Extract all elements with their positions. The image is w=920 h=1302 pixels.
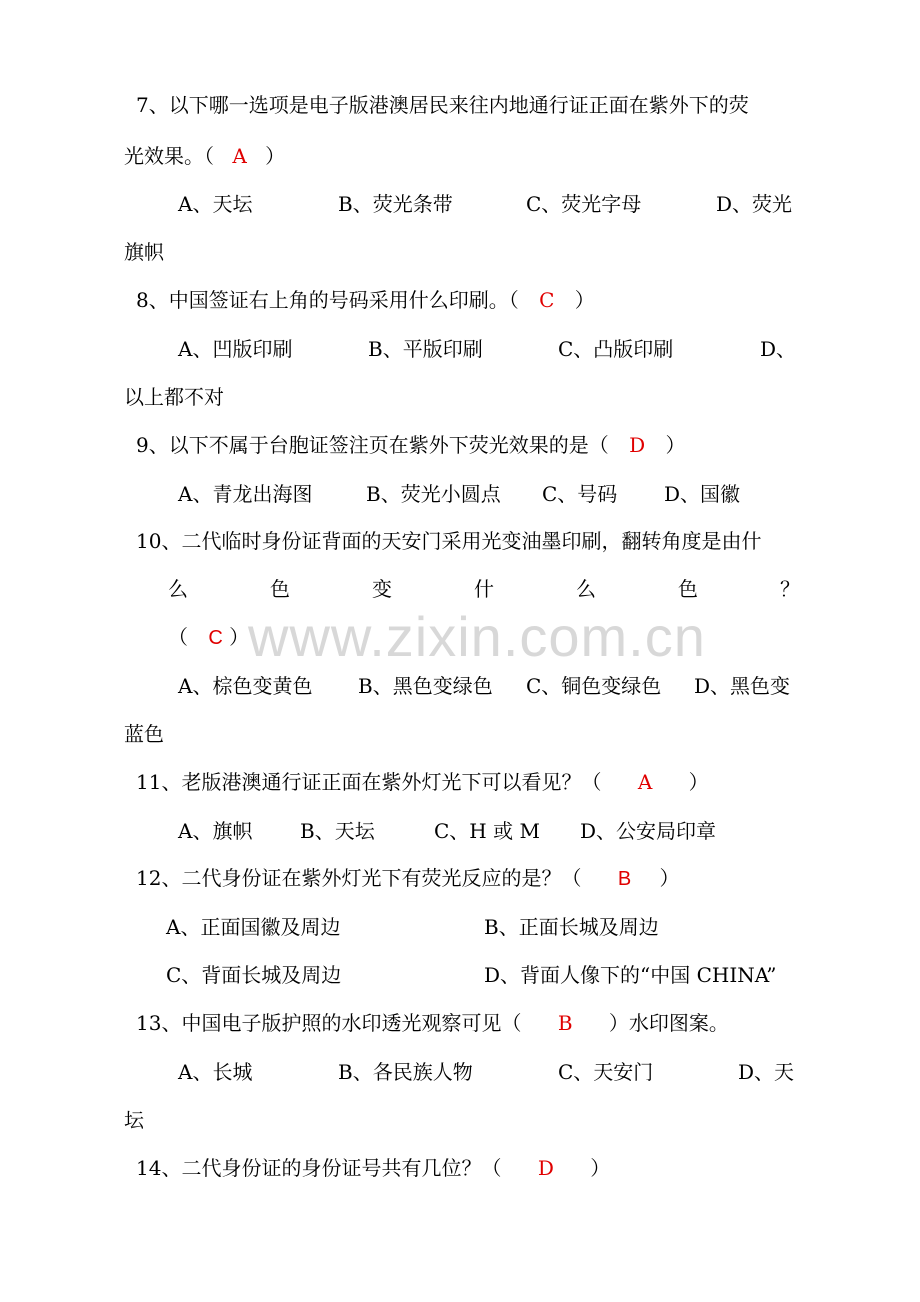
question-10-option-b: B、黑色变绿色 xyxy=(358,674,493,698)
question-9-option-d: D、国徽 xyxy=(664,482,741,506)
question-10-char-3: 变 xyxy=(372,577,392,601)
question-10-close: ） xyxy=(229,625,250,649)
question-12-option-c: C、背面长城及周边 xyxy=(166,963,342,987)
question-8-option-d-wrap: 以上都不对 xyxy=(124,385,224,409)
question-8-option-b: B、平版印刷 xyxy=(368,337,483,361)
question-10-answer: C xyxy=(208,627,223,649)
question-12-stem-line xyxy=(136,865,680,892)
question-10-option-c: C、铜色变绿色 xyxy=(526,674,662,698)
question-14-answer: D xyxy=(537,1156,554,1180)
question-8-stem: 8、中国签证右上角的号码采用什么印刷。（ xyxy=(136,288,519,312)
question-9-stem-line xyxy=(136,432,686,458)
question-9-stem: 9、以下不属于台胞证签注页在紫外下荧光效果的是（ xyxy=(136,433,609,457)
question-13-option-a: A、长城 xyxy=(178,1060,253,1084)
question-11-option-c: C、H 或 M xyxy=(434,819,540,843)
question-11-stem-line xyxy=(136,769,709,795)
question-13-option-d: D、天 xyxy=(738,1060,795,1084)
question-10-stem: 10、二代临时身份证背面的天安门采用光变油墨印刷，翻转角度是由什 xyxy=(136,529,762,553)
question-11-stem: 11、老版港澳通行证正面在紫外灯光下可以看见？（ xyxy=(136,770,602,794)
question-12-option-a: A、正面国徽及周边 xyxy=(166,915,341,939)
question-10-char-7: ？ xyxy=(780,577,800,601)
question-7-option-d-wrap: 旗帜 xyxy=(124,240,164,264)
question-10-char-6: 色 xyxy=(678,577,698,601)
question-10-char-1: 么 xyxy=(168,577,188,601)
question-8-close: ） xyxy=(574,288,595,312)
question-7-option-a: A、天坛 xyxy=(178,192,253,216)
question-13-answer: B xyxy=(557,1011,573,1035)
question-10-option-d: D、黑色变 xyxy=(694,674,791,698)
question-7-answer: A xyxy=(232,144,247,168)
question-13-option-c: C、天安门 xyxy=(558,1060,654,1084)
question-10-option-a: A、棕色变黄色 xyxy=(178,674,313,698)
question-14-close: ） xyxy=(590,1156,611,1180)
question-13-stem: 13、中国电子版护照的水印透光观察可见（ xyxy=(136,1011,522,1035)
question-10-char-2: 色 xyxy=(270,577,290,601)
question-13-option-b: B、各民族人物 xyxy=(338,1060,473,1084)
question-11-option-b: B、天坛 xyxy=(300,819,375,843)
question-7-option-d: D、荧光 xyxy=(716,192,793,216)
question-12-stem: 12、二代身份证在紫外灯光下有荧光反应的是？（ xyxy=(136,866,582,890)
question-13-option-d-wrap: 坛 xyxy=(124,1108,144,1132)
question-12-option-d: D、背面人像下的“中国 CHINA” xyxy=(484,963,777,987)
question-7-stem: 7、以下哪一选项是电子版港澳居民来往内地通行证正面在紫外下的荧 xyxy=(136,93,749,117)
question-10-char-4: 什 xyxy=(474,577,494,601)
question-7-option-b: B、荧光条带 xyxy=(338,192,453,216)
question-14-stem: 14、二代身份证的身份证号共有几位？（ xyxy=(136,1156,502,1180)
question-14-stem-line xyxy=(136,1155,610,1181)
question-11-answer: A xyxy=(637,770,653,794)
question-9-option-a: A、青龙出海图 xyxy=(178,482,313,506)
question-12-option-b: B、正面长城及周边 xyxy=(484,915,659,939)
question-10-char-5: 么 xyxy=(576,577,596,601)
question-8-option-c: C、凸版印刷 xyxy=(558,337,674,361)
question-7-cont: 光效果。（ xyxy=(124,144,214,168)
question-13-stem-line xyxy=(136,1010,729,1036)
question-7-option-c: C、荧光字母 xyxy=(526,192,642,216)
question-11-option-a: A、旗帜 xyxy=(178,819,253,843)
question-10-stem-spread xyxy=(168,576,800,602)
question-10-answer-line xyxy=(168,624,249,651)
question-11-option-d: D、公安局印章 xyxy=(580,819,717,843)
question-8-answer: C xyxy=(539,288,555,312)
question-10-option-d-wrap: 蓝色 xyxy=(124,722,164,746)
question-8-option-a: A、凹版印刷 xyxy=(178,337,293,361)
question-7-close: ） xyxy=(265,144,286,168)
question-12-answer: B xyxy=(617,868,632,890)
question-9-option-c: C、号码 xyxy=(542,482,618,506)
question-9-answer: D xyxy=(629,433,646,457)
question-11-close: ） xyxy=(688,770,709,794)
watermark: www.zixin.com.cn xyxy=(248,605,706,668)
question-8-option-d: D、 xyxy=(760,337,797,361)
question-9-close: ） xyxy=(665,433,686,457)
question-13-close: ）水印图案。 xyxy=(608,1011,729,1035)
question-8-stem-line xyxy=(136,287,595,313)
question-10-open: （ xyxy=(168,625,188,649)
question-12-close: ） xyxy=(659,866,680,890)
question-7-stem-cont xyxy=(124,143,285,169)
question-9-option-b: B、荧光小圆点 xyxy=(366,482,501,506)
